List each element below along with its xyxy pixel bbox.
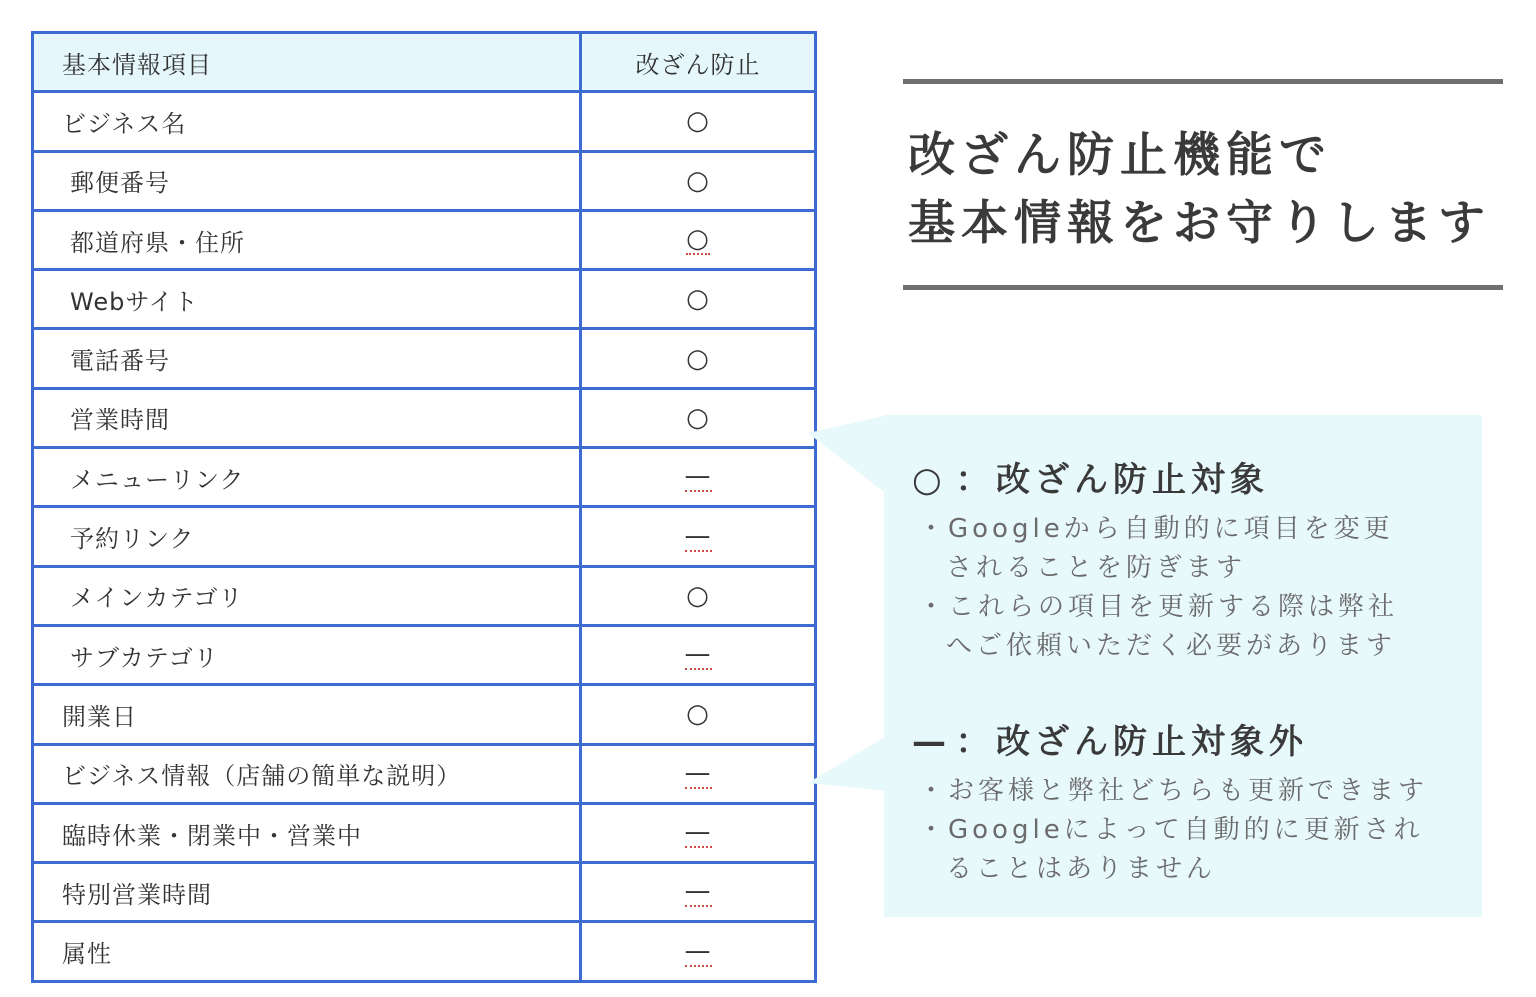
table-row [33, 329, 816, 388]
protection-table [31, 31, 817, 983]
row-item-label: ビジネス情報（店舗の簡単な説明） [33, 744, 581, 803]
dash-mark-icon: — [684, 520, 712, 551]
row-mark-cell [581, 388, 816, 447]
row-item-label: 臨時休業・閉業中・営業中 [33, 803, 581, 862]
row-mark-cell [581, 625, 816, 684]
circle-mark-icon: ○ [686, 699, 710, 730]
row-item-label: 特別営業時間 [33, 863, 581, 922]
dash-mark-icon: — [684, 876, 712, 907]
legend-line: ・Googleによって自動的に更新され [918, 815, 1424, 845]
legend-line: へご依頼いただく必要があります [946, 631, 1397, 661]
legend-line: されることを防ぎます [946, 553, 1247, 583]
row-mark-cell [581, 863, 816, 922]
circle-mark-icon: ○ [686, 224, 710, 255]
headline-bottom-rule [903, 285, 1503, 290]
table-row [33, 863, 816, 922]
dash-mark-icon: — [684, 639, 712, 670]
legend-line: ・お客様と弊社どちらも更新できます [918, 776, 1429, 806]
legend-colon: ： [955, 722, 995, 762]
table-row [33, 803, 816, 862]
dash-mark-icon: — [684, 817, 712, 847]
row-item-label: 都道府県・住所 [33, 210, 581, 269]
legend-line: ることはありません [946, 854, 1217, 884]
row-item-label: 予約リンク [33, 507, 581, 566]
legend-unprotected-title [912, 714, 1308, 763]
row-mark-cell [581, 744, 816, 803]
headline-line-1: 改ざん防止機能で [908, 128, 1332, 183]
dash-mark-icon: — [684, 935, 712, 966]
row-mark-cell [581, 566, 816, 625]
table-row [33, 92, 816, 151]
circle-mark-icon: ○ [686, 343, 710, 374]
legend-colon: ： [955, 460, 995, 500]
row-mark-cell [581, 210, 816, 269]
row-mark-cell [581, 92, 816, 151]
row-mark-cell [581, 922, 816, 981]
row-mark-cell [581, 507, 816, 566]
table-row [33, 744, 816, 803]
circle-mark-icon: ○ [686, 402, 710, 433]
legend-line: ・これらの項目を更新する際は弊社 [918, 592, 1399, 622]
header-item: 基本情報項目 [33, 33, 581, 92]
table-row [33, 210, 816, 269]
circle-mark-icon: ○ [686, 284, 710, 315]
row-mark-cell [581, 803, 816, 862]
table-body [33, 92, 816, 981]
headline [908, 122, 1508, 258]
table-header-row [33, 33, 816, 92]
headline-top-rule [903, 79, 1503, 84]
row-mark-cell [581, 685, 816, 744]
circle-mark-icon: ○ [686, 580, 710, 611]
row-item-label: 営業時間 [33, 388, 581, 447]
row-item-label: 電話番号 [33, 329, 581, 388]
circle-mark-icon: ○ [686, 165, 710, 196]
row-item-label: 郵便番号 [33, 151, 581, 210]
dash-mark-icon: — [684, 757, 712, 788]
table-row [33, 922, 816, 981]
table-row [33, 566, 816, 625]
dash-symbol-icon: — [912, 722, 951, 762]
table-row [33, 388, 816, 447]
header-mark: 改ざん防止 [581, 33, 816, 92]
circle-mark-icon: ○ [686, 106, 710, 137]
row-item-label: メインカテゴリ [33, 566, 581, 625]
row-item-label: サブカテゴリ [33, 625, 581, 684]
table-row [33, 685, 816, 744]
callout-pointer-upper [808, 415, 888, 495]
table-row [33, 507, 816, 566]
table-row [33, 270, 816, 329]
legend-protected-label: 改ざん防止対象 [996, 460, 1269, 500]
row-mark-cell [581, 448, 816, 507]
dash-mark-icon: — [684, 461, 712, 492]
legend-unprotected-description [918, 772, 1428, 889]
row-item-label: ビジネス名 [33, 92, 581, 151]
headline-line-2: 基本情報をお守りします [908, 196, 1491, 251]
legend-line: ・Googleから自動的に項目を変更 [918, 514, 1394, 544]
table-row [33, 448, 816, 507]
row-item-label: 属性 [33, 922, 581, 981]
legend-unprotected-label: 改ざん防止対象外 [996, 722, 1308, 762]
row-mark-cell [581, 329, 816, 388]
table-row [33, 625, 816, 684]
circle-symbol-icon: ○ [912, 460, 947, 500]
row-item-label: 開業日 [33, 685, 581, 744]
row-mark-cell [581, 151, 816, 210]
table-row [33, 151, 816, 210]
callout-pointer-lower [808, 735, 888, 791]
row-mark-cell [581, 270, 816, 329]
row-item-label: メニューリンク [33, 448, 581, 507]
legend-protected-title [912, 452, 1269, 501]
callout-pointer [808, 415, 888, 917]
row-item-label: Webサイト [33, 270, 581, 329]
legend-protected-description [918, 510, 1398, 666]
